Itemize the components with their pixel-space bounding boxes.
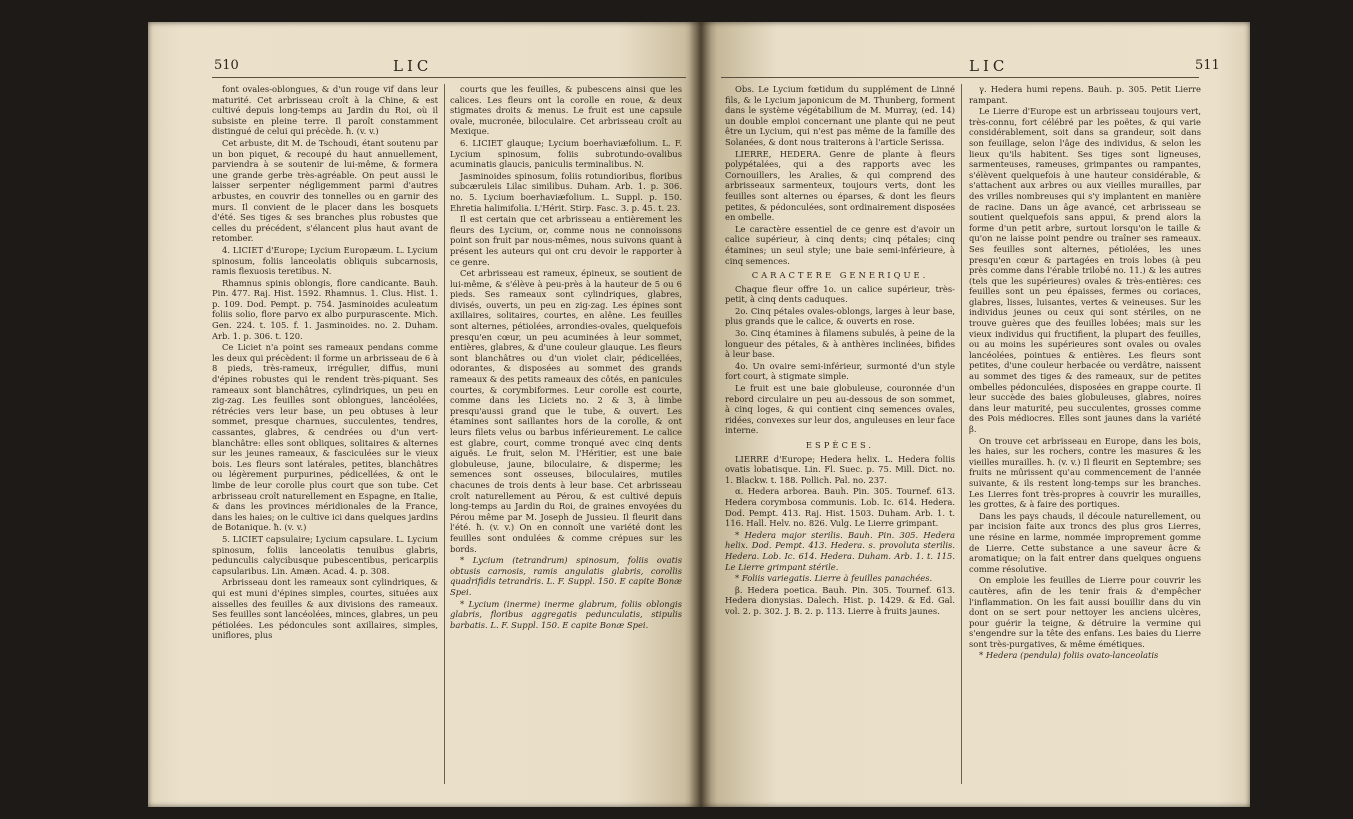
left-page <box>148 22 701 807</box>
paragraph: * Hedera major sterilis. Bauh. Pin. 305. Hedera helix. Dod. Pempt. 413. Hedera. s. provoluta sterilis. Hedera. Lob. Ic. 614. Hedera. Duham. Arb. 1. t. 115. Le Lierre grimpant stérile. <box>725 529 955 572</box>
paragraph: LIERRE, HEDERA. Genre de plante à fleurs polypétalées, qui a des rapports avec les Cornouillers, les Aralies, & qui comprend des arbrisseaux sarmenteux, toujours verts, dont les feuilles sont alternes ou éparses, & dont les fleurs petites, & pédonculées, sont ordinairement disposées en ombelle. <box>725 148 955 223</box>
right-page-number: 511 <box>1195 58 1220 73</box>
paragraph: 4. LICIET d'Europe; Lycium Europæum. L. Lycium spinosum, foliis lanceolatis obliquis subcarnosis, ramis flexuosis teretibus. N. <box>212 244 438 277</box>
left-column-1 <box>212 84 438 790</box>
book-gutter <box>689 22 711 807</box>
left-header-rule <box>212 77 686 78</box>
paragraph: Chaque fleur offre 1o. un calice supérieur, très-petit, à cinq dents caduques. <box>725 283 955 305</box>
paragraph: α. Hedera arborea. Bauh. Pin. 305. Tournef. 613. Hedera corymbosa communis. Lob. Ic. 614. Hedera. Dod. Pempt. 413. Raj. Hist. 1503. Duham. Arb. 1. t. 116. Hall. Helv. no. 826. Vulg. Le Lierre grimpant. <box>725 486 955 529</box>
paragraph: On emploie les feuilles de Lierre pour couvrir les cautères, afin de les tenir frais & d'empêcher l'inflammation. On les fait aussi bouillir dans du vin dont on se sert pour nettoyer les anciens ulcères, pour guérir la teigne, & détruire la vermine qui s'engendre sur la tête des enfans. Les baies du Lierre sont très-purgatives, & même émétiques. <box>969 575 1201 649</box>
paragraph: Le fruit est une baie globuleuse, couronnée d'un rebord circulaire un peu au-dessous de son sommet, à cinq loges, & qui contient cinq semences ovales, ridées, convexes sur leur dos, anguleuses en leur face interne. <box>725 383 955 436</box>
paragraph: 6. LICIET glauque; Lycium boerhaviæfolium. L. F. Lycium spinosum, foliis subrotundo-ovalibus acuminatis glaucis, paniculis terminalibus. N. <box>450 137 682 170</box>
paragraph: β. Hedera poetica. Bauh. Pin. 305. Tournef. 613. Hedera dionysias. Dalech. Hist. p. 1429. & Ed. Gal. vol. 2. p. 302. J. B. 2. p. 113. Lierre à fruits jaunes. <box>725 584 955 616</box>
paragraph: LIERRE d'Europe; Hedera helix. L. Hedera foliis ovatis lobatisque. Lin. Fl. Suec. p. 75. Mill. Dict. no. 1. Blackw. t. 188. Pollich. Pal. no. 237. <box>725 453 955 485</box>
open-book <box>148 22 1250 807</box>
left-running-head: LIC <box>393 57 433 75</box>
paragraph: * Foliis variegatis. Lierre à feuilles panachées. <box>735 573 933 584</box>
paragraph: ESPÈCES. <box>805 440 875 450</box>
paragraph: Ce Liciet n'a point ses rameaux pendans comme les deux qui précèdent: il forme un arbrisseau de 6 à 8 pieds, très-rameux, irrégulier, diffus, muni d'épines robustes qui le rendent très-piquant. Ses rameaux sont blanchâtres, cylindriques, un peu en zig-zag. Les feuilles sont oblongues, lancéolées, rétrécies vers leur base, un peu obtuses à leur sommet, presque charnues, succulentes, tendres, cassantes, glabres, & cendrées ou d'un vert-blanchâtre: elles sont obliques, solitaires & alternes sur les jeunes rameaux, & fasciculées sur le vieux bois. Les fleurs sont latérales, petites, blanchâtres ou légèrement purpurines, pédicellées, & ont le limbe de leur corolle plus court que son tube. Cet arbrisseau croît naturellement en Espagne, en Italie, & dans les provinces méridionales de la France, dans les haies; on le cultive ici dans quelques jardins de Botanique. ħ. (v. v.) <box>212 342 438 533</box>
paragraph: On trouve cet arbrisseau en Europe, dans les bois, les haies, sur les rochers, contre les masures & les vieilles murailles. ħ. (v. v.) Il fleurit en Septembre; ses fruits ne mûrissent qu'au commencement de l'année suivante, & ils restent long-temps sur les branches. Les Lierres font très-propres à couvrir les murailles, les grottes, & à faire des portiques. <box>969 435 1201 510</box>
paragraph: Le caractère essentiel de ce genre est d'avoir un calice supérieur, à cinq dents; cinq pétales; cinq étamines; un seul style; une baie semi-inférieure, à cinq semences. <box>725 223 955 266</box>
paragraph: Jasminoides spinosum, foliis rotundioribus, floribus subcæruleis Lilac similibus. Duham. Arb. 1. p. 306. no. 5. Lycium boerhaviæfolium. L. Suppl. p. 150. Ehretia halimifolia. L'Hérit. Stirp. Fasc. 3. p. 45. t. 23. <box>450 170 682 213</box>
right-column-2 <box>969 84 1201 790</box>
left-column-divider <box>444 84 445 784</box>
paragraph: * Lycium (inerme) inerme glabrum, foliis oblongis glabris, floribus aggregatis pedunculatis, stipulis barbatis. L. F. Suppl. 150. E capite Bonæ Spei. <box>450 598 682 630</box>
paragraph: Rhamnus spinis oblongis, flore candicante. Bauh. Pin. 477. Raj. Hist. 1592. Rhamnus. 1. Clus. Hist. 1. p. 109. Dod. Pempt. p. 754. Jasminoides aculeatum foliis solio, flore parvo ex albo purpurascente. Mich. Gen. 224. t. 105. f. 1. Jasminoides. no. 2. Duham. Arb. 1. p. 306. t. 120. <box>212 277 438 341</box>
paragraph: Arbrisseau dont les rameaux sont cylindriques, & qui est muni d'épines simples, courtes, situées aux aisselles des feuilles & aux divisions des rameaux. Ses feuilles sont lancéolées, minces, glabres, un peu pétiolées. Les pédoncules sont axillaires, simples, uniflores, plus <box>212 577 438 641</box>
left-page-number: 510 <box>214 58 239 73</box>
right-column-1 <box>725 84 955 790</box>
paragraph: Dans les pays chauds, il découle naturellement, ou par incision faite aux troncs des plus gros Lierres, une résine en larme, nommée improprement gomme de Lierre. Cette substance a une saveur âcre & aromatique; on la fait entrer dans quelques onguens comme résolutive. <box>969 510 1201 574</box>
paragraph: * Lycium (tetrandrum) spinosum, foliis ovatis obtusis carnosis, ramis angulatis glabris, corollis quadrifidis tetrandris. L. F. Suppl. 150. E capite Bonæ Spei. <box>450 555 682 597</box>
paragraph: courts que les feuilles, & pubescens ainsi que les calices. Les fleurs ont la corolle en roue, & deux stigmates droits & menus. Le fruit est une capsule ovale, mucronée, biloculaire. Cet arbrisseau croît au Mexique. <box>450 84 682 137</box>
paragraph: CARACTERE GENERIQUE. <box>751 270 929 281</box>
paragraph: * Hedera (pendula) foliis ovato-lanceolatis <box>979 650 1159 661</box>
right-header-rule <box>721 77 1199 78</box>
paragraph: font ovales-oblongues, & d'un rouge vif dans leur maturité. Cet arbrisseau croît à la Chine, & est cultivé depuis long-temps au Jardin du Roi, où il subsiste en pleine terre. Il paroît constamment distingué de celui qui précède. ħ. (v. v.) <box>212 84 438 137</box>
paragraph: 4o. Un ovaire semi-inférieur, surmonté d'un style fort court, à stigmate simple. <box>725 360 955 382</box>
paragraph: Obs. Le Lycium fœtidum du supplément de Linné fils, & le Lycium japonicum de M. Thunberg, forment dans le système végétabilium de M. Murray, (ed. 14) un double emploi concernant une plante qui ne peut être un Lycium, qui n'est pas même de la famille des Solanées, & dont nous traiterons à l'article Serissa. <box>725 84 955 147</box>
paragraph: γ. Hedera humi repens. Bauh. p. 305. Petit Lierre rampant. <box>969 84 1201 105</box>
paragraph: 3o. Cinq étamines à filamens subulés, à peine de la longueur des pétales, & à anthères inclinées, bifides à leur base. <box>725 328 955 360</box>
paragraph: 5. LICIET capsulaire; Lycium capsulare. L. Lycium spinosum, foliis lanceolatis tenuibus glabris, pedunculis calycibusque pubescentibus, pericarpiis capsularibus. Lin. Amæn. Acad. 4. p. 308. <box>212 533 438 576</box>
left-column-2 <box>450 84 682 790</box>
paragraph: 2o. Cinq pétales ovales-oblongs, larges à leur base, plus grands que le calice, & ouverts en rose. <box>725 305 955 327</box>
paragraph: Il est certain que cet arbrisseau a entièrement les fleurs des Lycium, or, comme nous ne connoissons point son fruit par nous-mêmes, nous suivons quant à présent les auteurs qui ont cru devoir le rapporter à ce genre. <box>450 214 682 267</box>
paragraph: Cet arbrisseau est rameux, épineux, se soutient de lui-même, & s'élève à peu-près à la hauteur de 5 ou 6 pieds. Ses rameaux sont cylindriques, glabres, divisés, ouverts, un peu en zig-zag. Les épines sont axillaires, solitaires, courtes, en alêne. Les feuilles sont alternes, pétiolées, arrondies-ovales, quelquefois presqu'en cœur, un peu acuminées à leur sommet, entières, glabres, & d'une couleur glauque. Les fleurs sont blanchâtres ou d'un violet clair, pédicellées, odorantes, & disposées au sommet des grands rameaux & des petits rameaux des côtés, en panicules courtes, & corymbiformes. Leur corolle est courte, comme dans les Liciets no. 2 & 3, à limbe presqu'aussi grand que le tube, & ouvert. Les étamines sont saillantes hors de la corolle, & ont leurs filets velus ou barbus inférieurement. Le calice est glabre, court, comme tronqué avec cinq dents aiguës. Le fruit, selon M. l'Héritier, est une baie globuleuse, jaune, biloculaire, & disperme; les semences sont osseuses, biloculaires, mutiles chacunes de trois dents à leur base. Cet arbrisseau croît naturellement au Pérou, & est cultivé depuis long-temps au Jardin du Roi, de graines envoyées du Pérou même par M. Joseph de Jussieu. Il fleurit dans l'été. ħ. (v. v.) On en connoît une variété dont les feuilles sont ondulées & comme crépues sur les bords. <box>450 268 682 554</box>
paragraph: Cet arbuste, dit M. de Tschoudi, étant soutenu par un bon piquet, & recoupé du haut annuellement, parviendra à se soutenir de lui-même, & formera une grande gerbe très-agréable. On peut aussi le laisser serpenter négligemment parmi d'autres arbustes, en couvrir des tonnelles ou en garnir des murs. Il convient de le placer dans les bosquets d'été. Ses tiges & ses branches plus robustes que celles du précédent, s'élancent plus haut avant de retomber. <box>212 137 438 244</box>
right-page <box>701 22 1250 807</box>
right-running-head: LIC <box>969 57 1009 75</box>
right-column-divider <box>961 84 962 784</box>
paragraph: Le Lierre d'Europe est un arbrisseau toujours vert, très-connu, fort célébré par les poëtes, & qui varie considérablement, soit dans sa grandeur, soit dans son feuillage, selon l'âge des individus, & selon les lieux qu'ils habitent. Ses tiges sont ligneuses, sarmenteuses, rameuses, grimpantes ou rampantes, s'élèvent quelquefois à une hauteur considérable, & s'attachent aux arbres ou aux vieilles murailles, par des vrilles nombreuses qui s'y implantent en manière de racine. Dans un âge avancé, cet arbrisseau se soutient quelquefois sans appui, & prend alors la forme d'un petit arbre, surtout lorsqu'on le taille & qu'on ne laisse point pendre ou traîner ses rameaux. Ses feuilles sont alternes, pétiolées, les unes presqu'en cœur & partagées en trois lobes (à peu près comme dans l'érable trilobé no. 11.) & les autres (tels que les supérieures) ovales & très-entières: ces feuilles sont un peu épaisses, fermes ou coriaces, glabres, lisses, luisantes, vertes & veineuses. Sur les individus jeunes ou ceux qui sont stériles, on ne trouve guères que des feuilles lobées; mais sur les vieux individus qui fructifient, la plupart des feuilles, ou au moins les supérieures sont ovales ou ovales lancéolées, pointues & entières. Les fleurs sont petites, d'une couleur herbacée ou verdâtre, naissent au sommet des tiges & des rameaux, sur de petites ombelles pédonculées, disposées en grappe courte. Il leur succède des baies globuleuses, glabres, noires dans leur maturité, peu succulentes, grosses comme des Pois médiocres. Elles sont jaunes dans la variété β. <box>969 106 1201 434</box>
